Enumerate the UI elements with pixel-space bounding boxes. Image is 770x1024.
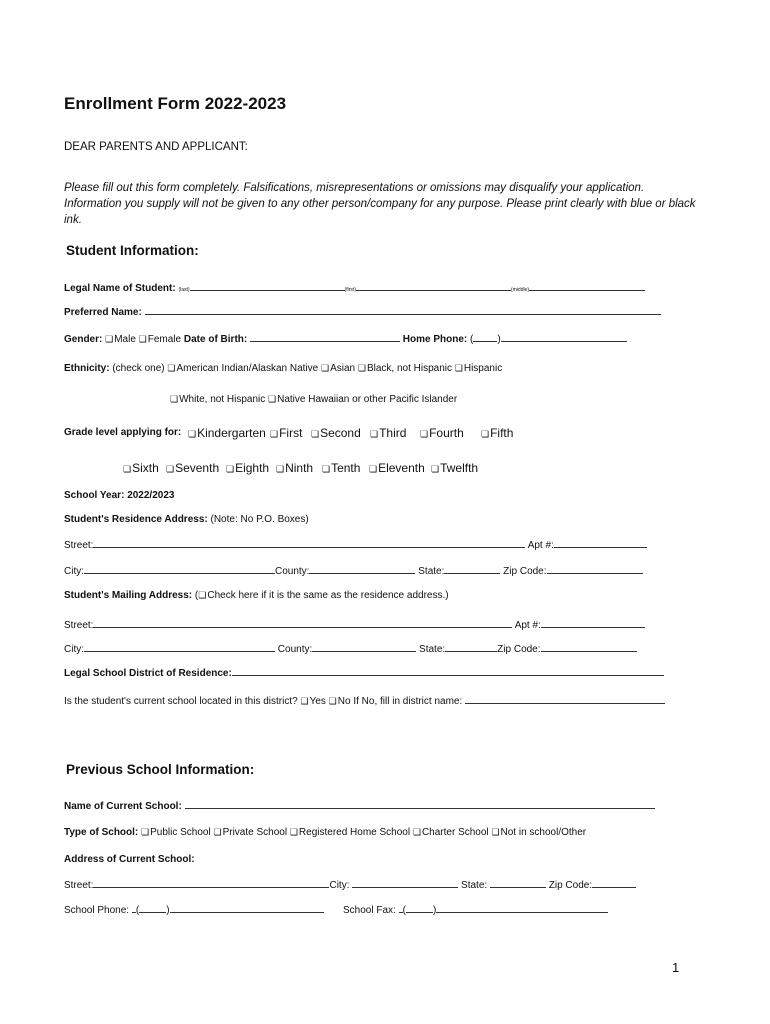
state-label: State: (418, 566, 445, 577)
school-street-field[interactable] (93, 878, 329, 888)
school-fax-row (343, 903, 608, 916)
mailing-note: Check here if it is the same as the residence address.) (207, 590, 449, 601)
legal-name-row (64, 281, 645, 294)
mailing-zip-field[interactable] (541, 642, 637, 652)
grade-option[interactable]: ❏ Tenth (322, 461, 360, 475)
zip-label: Zip Code: (503, 566, 547, 577)
apt-label: Apt #: (527, 540, 554, 551)
area-code-field[interactable] (473, 332, 497, 342)
residence-zip-field[interactable] (547, 564, 643, 574)
school-type-option: Registered Home School (298, 827, 411, 838)
dob-field[interactable] (250, 332, 400, 342)
male-label: Male (114, 334, 136, 345)
school-type-checkbox[interactable] (290, 827, 299, 838)
greeting: DEAR PARENTS AND APPLICANT: (64, 141, 248, 153)
last-name-hint: (last) (178, 287, 190, 293)
county-label: County: (277, 644, 313, 655)
ethnicity-checkbox[interactable] (455, 363, 464, 374)
preferred-name-row (64, 305, 661, 318)
ethnicity-option: American Indian/Alaskan Native (176, 363, 319, 374)
residence-county-field[interactable] (309, 564, 415, 574)
middle-name-field[interactable] (529, 281, 645, 291)
street-label: Street: (64, 540, 94, 551)
school-phone-row (64, 903, 324, 916)
no-label: No (337, 696, 351, 707)
residence-state-field[interactable] (444, 564, 500, 574)
grade-label: Grade level applying for: (64, 427, 182, 438)
school-fax-field[interactable] (436, 903, 608, 913)
school-fax-area-code-field[interactable] (406, 903, 433, 913)
ethnicity-label: Ethnicity: (64, 363, 110, 374)
school-phone-field[interactable] (170, 903, 324, 913)
middle-name-hint: (middle) (510, 287, 530, 293)
grade-option[interactable]: ❏ Third (370, 426, 406, 440)
school-type-row (64, 827, 586, 838)
street-label: Street: (64, 880, 94, 891)
ethnicity-option: Native Hawaiian or other Pacific Islander (277, 394, 458, 405)
district-field[interactable] (232, 666, 664, 676)
school-address-label: Address of Current School: (64, 854, 195, 865)
ethnicity-row-2 (170, 394, 457, 405)
male-checkbox[interactable] (105, 334, 114, 345)
grade-option[interactable]: ❏ Ninth (276, 461, 313, 475)
district-name-field[interactable] (465, 694, 665, 704)
school-type-checkbox[interactable] (141, 827, 150, 838)
page-title: Enrollment Form 2022-2023 (64, 94, 287, 113)
city-label: City: (64, 644, 84, 655)
school-type-option: Public School (150, 827, 211, 838)
residence-apt-field[interactable] (554, 538, 647, 548)
ethnicity-option: White, not Hispanic (179, 394, 266, 405)
school-address-row (64, 878, 636, 891)
district-row (64, 666, 664, 679)
mailing-note-open: ( (194, 590, 199, 601)
no-checkbox[interactable] (329, 696, 338, 707)
phone-paren-open: ( (135, 905, 140, 916)
mailing-state-field[interactable] (445, 642, 497, 652)
mailing-street-row (64, 618, 645, 631)
preferred-name-label: Preferred Name: (64, 307, 142, 318)
grade-option[interactable]: ❏ First (270, 426, 302, 440)
home-phone-label: Home Phone: (402, 334, 468, 345)
state-label: State: (461, 880, 488, 891)
street-label: Street: (64, 620, 94, 631)
residence-street-row (64, 538, 647, 551)
zip-label: Zip Code: (497, 644, 541, 655)
school-year-label: School Year: (64, 490, 125, 501)
grade-option[interactable]: ❏ Kindergarten (188, 426, 266, 440)
mailing-city-field[interactable] (84, 642, 275, 652)
current-school-row (64, 799, 655, 812)
grade-option[interactable]: ❏ Fifth (481, 426, 513, 440)
county-label: County: (275, 566, 310, 577)
school-city-field[interactable] (352, 878, 458, 888)
page-number: 1 (672, 960, 680, 975)
school-type-option: Charter School (421, 827, 489, 838)
home-phone-field[interactable] (501, 332, 627, 342)
ethnicity-checkbox[interactable] (170, 394, 179, 405)
city-label: City: (329, 880, 350, 891)
residence-note: (Note: No P.O. Boxes) (210, 514, 309, 525)
phone-paren-open: ( (470, 334, 474, 345)
first-name-field[interactable] (356, 281, 511, 291)
previous-section-heading: Previous School Information: (66, 762, 255, 777)
residence-heading (64, 514, 309, 525)
zip-label: Zip Code: (548, 880, 593, 891)
apt-label: Apt #: (514, 620, 541, 631)
school-fax-label: School Fax: (343, 905, 396, 916)
school-type-label: Type of School: (64, 827, 139, 838)
grade-option[interactable]: ❏ Fourth (420, 426, 464, 440)
fax-paren-close: ) (432, 905, 437, 916)
dob-label: Date of Birth: (183, 334, 248, 345)
grade-option[interactable]: ❏ Second (311, 426, 361, 440)
school-state-field[interactable] (490, 878, 546, 888)
mailing-heading (64, 590, 449, 601)
preferred-name-field[interactable] (145, 305, 661, 315)
grade-option[interactable]: ❏ Sixth (123, 461, 159, 475)
last-name-field[interactable] (190, 281, 345, 291)
school-zip-field[interactable] (592, 878, 636, 888)
city-label: City: (64, 566, 84, 577)
phone-paren-close: ) (497, 334, 501, 345)
yes-checkbox[interactable] (300, 696, 309, 707)
mailing-street-field[interactable] (93, 618, 512, 628)
female-checkbox[interactable] (139, 334, 148, 345)
fax-paren-open: ( (402, 905, 406, 916)
ethnicity-hint: (check one) (112, 363, 165, 374)
current-school-label: Name of Current School: (64, 801, 182, 812)
in-district-row (64, 694, 665, 707)
residence-city-field[interactable] (84, 564, 275, 574)
school-year (64, 490, 174, 501)
state-label: State: (419, 644, 446, 655)
ethnicity-option: Hispanic (463, 363, 503, 374)
school-type-option: Not in school/Other (500, 827, 587, 838)
legal-name-label: Legal Name of Student: (64, 283, 176, 294)
ethnicity-option: Asian (330, 363, 356, 374)
residence-street-field[interactable] (93, 538, 525, 548)
school-phone-label: School Phone: (64, 905, 130, 916)
same-address-checkbox[interactable] (198, 590, 207, 601)
yes-label: Yes (309, 696, 326, 707)
in-district-question: Is the student's current school located in this district? (64, 696, 298, 707)
grade-option[interactable]: ❏ Seventh (166, 461, 219, 475)
school-type-checkbox[interactable] (214, 827, 223, 838)
mailing-county-field[interactable] (312, 642, 416, 652)
if-no-label: If No, fill in district name: (353, 696, 463, 707)
residence-city-row (64, 564, 643, 577)
school-type-checkbox[interactable] (413, 827, 422, 838)
school-type-option: Private School (222, 827, 288, 838)
mailing-city-row (64, 642, 637, 655)
student-section-heading: Student Information: (66, 243, 199, 258)
current-school-field[interactable] (185, 799, 655, 809)
ethnicity-checkbox[interactable] (358, 363, 367, 374)
grade-option[interactable]: ❏ Eleventh (369, 461, 425, 475)
gender-row (64, 332, 627, 345)
instructions: Please fill out this form completely. Falsifications, misrepresentations or omissions may disqualify your application. Information you supply will not be given to any other person/company for any purpose. Please print clearly with blue or black ink. (64, 182, 696, 226)
district-label: Legal School District of Residence: (64, 668, 232, 679)
grade-option[interactable]: ❏ Twelfth (431, 461, 478, 475)
gender-label: Gender: (64, 334, 103, 345)
school-type-checkbox[interactable] (491, 827, 500, 838)
phone-paren-close: ) (166, 905, 170, 916)
first-name-hint: (first) (344, 287, 356, 293)
ethnicity-option: Black, not Hispanic (366, 363, 452, 374)
ethnicity-checkbox[interactable] (268, 394, 277, 405)
female-label: Female (147, 334, 182, 345)
school-year-value: 2022/2023 (127, 490, 175, 501)
grade-option[interactable]: ❏ Eighth (226, 461, 269, 475)
mailing-apt-field[interactable] (541, 618, 645, 628)
residence-label: Student's Residence Address: (64, 514, 208, 525)
mailing-label: Student's Mailing Address: (64, 590, 193, 601)
ethnicity-row (64, 363, 502, 374)
school-area-code-field[interactable] (139, 903, 166, 913)
ethnicity-checkbox[interactable] (321, 363, 330, 374)
